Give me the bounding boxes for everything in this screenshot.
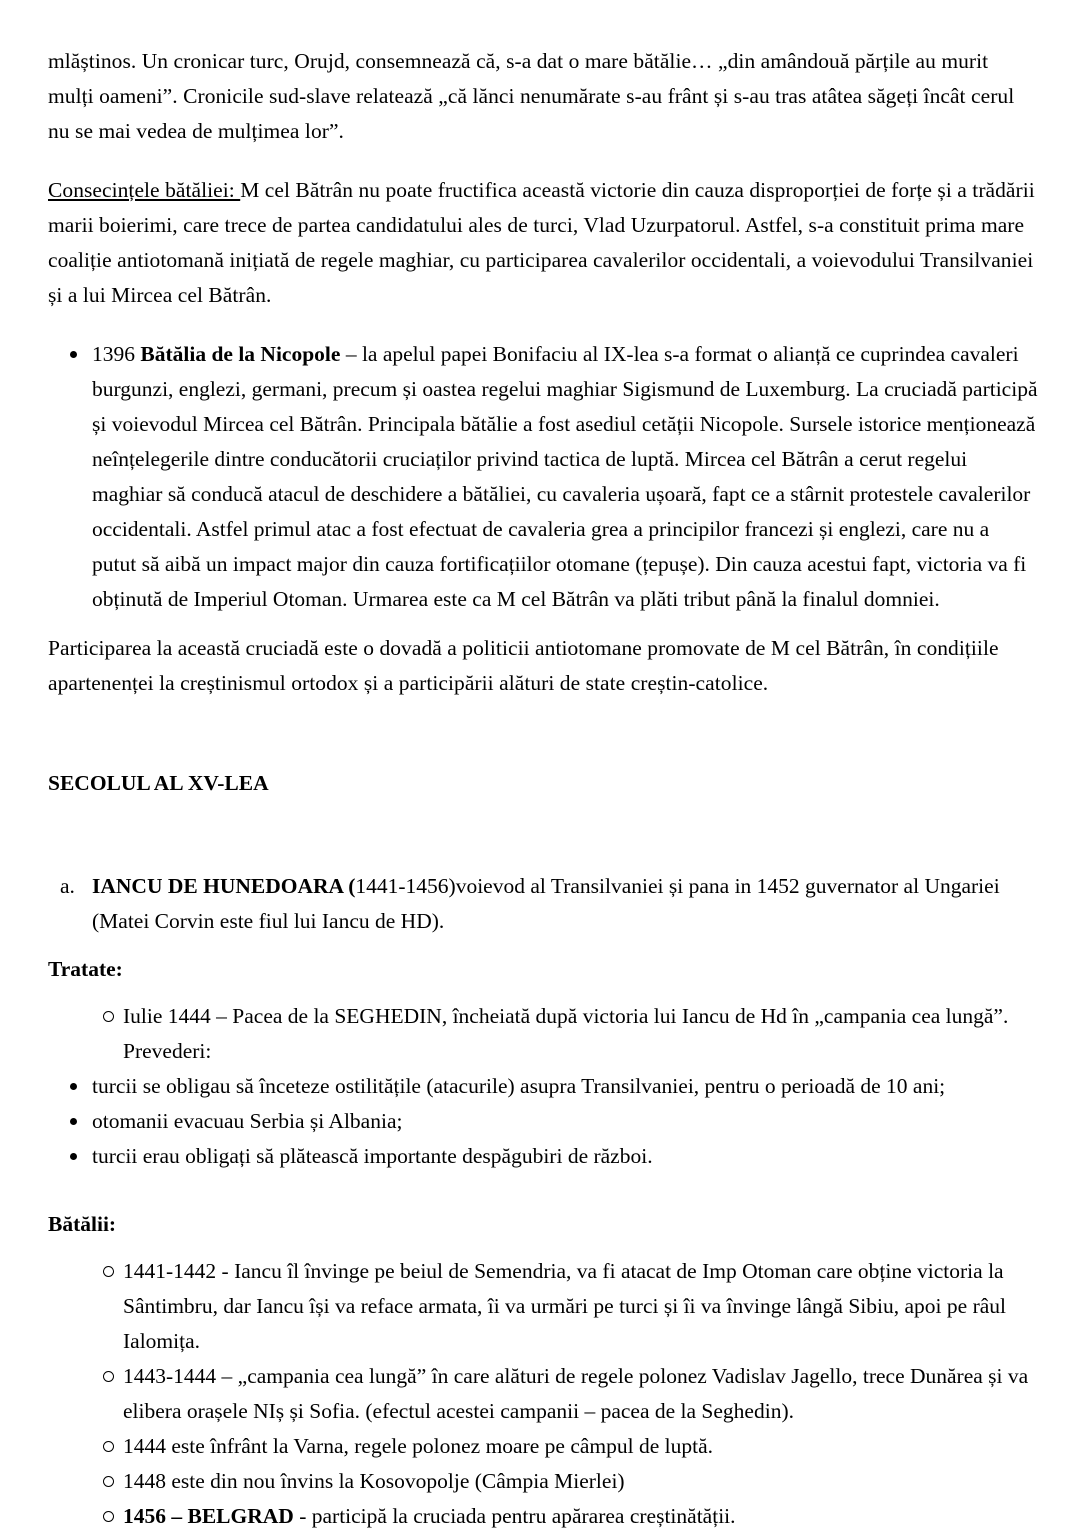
bullet-disc-icon bbox=[70, 1139, 84, 1174]
alpha-marker: a. bbox=[60, 874, 75, 898]
paragraph-consequences bbox=[48, 173, 1038, 313]
battle-text: - participă la cruciada pentru apărarea creștinătății. bbox=[299, 1504, 736, 1528]
spacer bbox=[48, 1240, 1038, 1254]
spacer bbox=[48, 855, 1038, 869]
battle-text: 1441-1442 - Iancu îl învinge pe beiul de Semendria, va fi atacat de Imp Otoman care obține victoria la Sântimbru, dar Iancu își va reface armata, îi va urmări pe turci și îi va învinge lângă Sibiu, apoi pe râul Ialomița. bbox=[123, 1259, 1006, 1353]
nicopole-list bbox=[48, 337, 1038, 617]
bullet-circle-icon bbox=[103, 1254, 121, 1289]
list-item-seghedin bbox=[48, 999, 1038, 1069]
bullet-disc-icon bbox=[70, 1069, 84, 1104]
list-item-nicopole bbox=[48, 337, 1038, 617]
spacer bbox=[48, 323, 1038, 337]
bullet-circle-icon bbox=[103, 1464, 121, 1499]
nicopole-title: Bătălia de la Nicopole bbox=[140, 342, 341, 366]
bullet-circle-icon bbox=[103, 1429, 121, 1464]
list-item-battle bbox=[48, 1429, 1038, 1464]
bullet-circle-icon bbox=[103, 1499, 121, 1534]
label-tratate: Tratate: bbox=[48, 957, 123, 981]
list-item-provision bbox=[48, 1104, 1038, 1139]
consequences-label: Consecințele bătăliei: bbox=[48, 178, 241, 202]
provision-text: otomanii evacuau Serbia și Albania; bbox=[92, 1109, 403, 1133]
seghedin-text: Iulie 1444 – Pacea de la SEGHEDIN, încheiată după victoria lui Iancu de Hd în „campania cea lungă”. Prevederi: bbox=[123, 1004, 1009, 1063]
list-item-provision bbox=[48, 1069, 1038, 1104]
bullet-disc-icon bbox=[70, 1104, 84, 1139]
section-heading-century: SECOLUL AL XV-LEA bbox=[48, 771, 269, 795]
spacer bbox=[48, 985, 1038, 999]
provision-text: turcii se obligau să înceteze ostilitățile (atacurile) asupra Transilvaniei, pentru o perioadă de 10 ani; bbox=[92, 1074, 946, 1098]
battle-text: 1448 este din nou învins la Kosovopolje (Câmpia Mierlei) bbox=[123, 1469, 625, 1493]
bullet-disc-icon bbox=[70, 337, 84, 372]
nicopole-year: 1396 bbox=[92, 342, 141, 366]
spacer bbox=[48, 159, 1038, 173]
spacer bbox=[48, 1174, 1038, 1208]
spacer bbox=[48, 799, 1038, 855]
treaties-list bbox=[48, 999, 1038, 1174]
list-item-battle bbox=[48, 1499, 1038, 1534]
list-item-battle bbox=[48, 1359, 1038, 1429]
paragraph-intro-continuation: mlăștinos. Un cronicar turc, Orujd, consemnează că, s-a dat o mare bătălie… „din amândouă părțile au murit mulți oameni”. Cronicile sud-slave relatează „că lănci nenumărate s-au frânt și s-au tras atâtea săgeți încât cerul nu se mai vedea de mulțimea lor”. bbox=[48, 49, 1015, 143]
spacer bbox=[48, 617, 1038, 631]
list-item-provision bbox=[48, 1139, 1038, 1174]
iancu-body: 1441-1456)voievod al Transilvaniei și pana in 1452 guvernator al Ungariei (Matei Corvin este fiul lui Iancu de HD). bbox=[92, 874, 1000, 933]
iancu-name: IANCU DE HUNEDOARA ( bbox=[92, 874, 356, 898]
spacer bbox=[48, 939, 1038, 953]
list-item-battle bbox=[48, 1464, 1038, 1499]
battle-text: 1443-1444 – „campania cea lungă” în care alături de regele polonez Vadislav Jagello, trece Dunărea și va elibera orașele NIș și Sofia. (efectul acestei campanii – pacea de la Seghedin). bbox=[123, 1364, 1029, 1423]
iancu-list bbox=[48, 869, 1038, 939]
nicopole-body: – la apelul papei Bonifaciu al IX-lea s-a format o alianță ce cuprindea cavaleri burgunzi, englezi, germani, precum și oastea regelui maghiar Sigismund de Luxemburg. La cruciadă participă și voievodul Mircea cel Bătrân. Principala bătălie a fost asediul cetății Nicopole. Sursele istorice menționează neînțelegerile dintre conducătorii cruciaților privind tactica de luptă. Mircea cel Bătrân a cerut regelui maghiar să conducă atacul de deschidere a bătăliei, cu cavaleria ușoară, fapt ce a stârnit protestele cavalerilor occidentali. Astfel primul atac a fost efectuat de cavaleria grea a principilor francezi și englezi, care nu a putut să aibă un impact major din cauza fortificațiilor otomane (țepușe). Din cauza acestui fapt, victoria va fi obținută de Imperiul Otoman. Urmarea este ca M cel Bătrân va plăti tribut până la finalul domniei. bbox=[92, 342, 1038, 611]
list-item-iancu bbox=[48, 869, 1038, 939]
spacer bbox=[48, 711, 1038, 767]
bullet-circle-icon bbox=[103, 1359, 121, 1394]
list-item-battle bbox=[48, 1254, 1038, 1359]
paragraph-crusade-conclusion: Participarea la această cruciadă este o dovadă a politicii antiotomane promovate de M cel Bătrân, în condițiile apartenenței la creștinismul ortodox și a participării alături de state creștin-catolice. bbox=[48, 636, 999, 695]
consequences-body: M cel Bătrân nu poate fructifica această victorie din cauza disproporției de forțe și a trădării marii boierimi, care trece de partea candidatului ales de turci, Vlad Uzurpatorul. Astfel, s-a constituit prima mare coaliție antiotomană inițiată de regele maghiar, cu participarea cavalerilor occidentali, a voievodului Transilvaniei și a lui Mircea cel Bătrân. bbox=[48, 178, 1035, 307]
battle-text: 1444 este înfrânt la Varna, regele polonez moare pe câmpul de luptă. bbox=[123, 1434, 714, 1458]
bullet-circle-icon bbox=[103, 999, 121, 1034]
battle-label-bold: 1456 – BELGRAD bbox=[123, 1504, 300, 1528]
battles-list bbox=[48, 1254, 1038, 1534]
provision-text: turcii erau obligați să plătească importante despăgubiri de război. bbox=[92, 1144, 653, 1168]
label-batalii: Bătălii: bbox=[48, 1212, 117, 1236]
